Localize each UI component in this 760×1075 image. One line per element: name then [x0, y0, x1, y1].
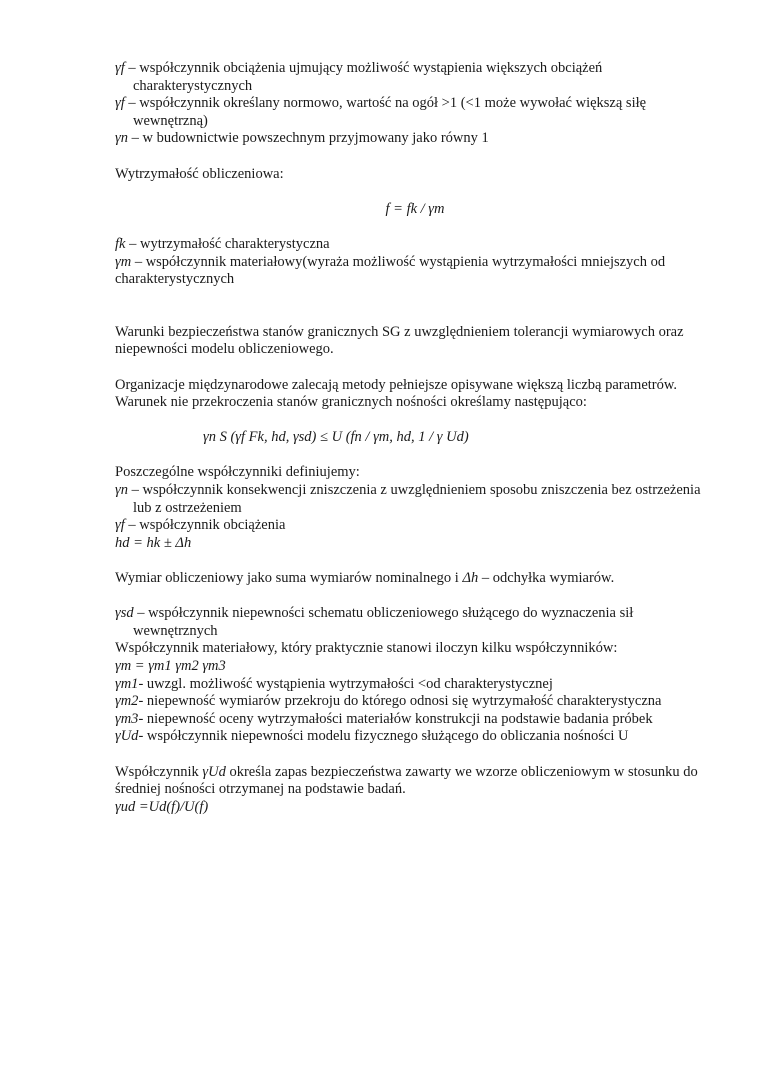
- definition-gamma-f-2: [115, 95, 715, 130]
- definition-text: – współczynnik określany normowo, wartość na ogół >1 (<1 może wywołać większą siłę wewnętrzną): [124, 95, 647, 129]
- definition-fk: [115, 236, 715, 254]
- paragraph-organizacje: Organizacje międzynarodowe zalecają metody pełniejsze opisywane większą liczbą parametrów.: [115, 376, 678, 393]
- formula-text: γm = γm1 γm2 γm3: [115, 658, 226, 674]
- document-body: [115, 60, 715, 816]
- definition-text: – współczynnik niepewności schematu obliczeniowego służącego do wyznaczenia sił wewnętrznych: [133, 605, 634, 639]
- text: określa zapas bezpieczeństwa zawarty we wzorze obliczeniowym w stosunku do średniej nośności otrzymanej na podstawie badań.: [115, 763, 698, 798]
- symbol: γUd: [202, 763, 226, 780]
- symbol: γsd: [115, 605, 134, 622]
- definition-text: - współczynnik niepewności modelu fizycznego służącego do obliczania nośności U: [138, 728, 629, 745]
- symbol: γm3: [115, 710, 139, 727]
- symbol: γn: [115, 130, 128, 147]
- symbol: fk: [115, 235, 126, 252]
- definition-text: - uwzgl. możliwość wystąpienia wytrzymałości <od charakterystycznej: [138, 675, 553, 692]
- definition-gamma-sd: [115, 605, 715, 640]
- paragraph-warunki: Warunki bezpieczeństwa stanów granicznych SG z uwzględnieniem tolerancji wymiarowych oraz niepewności modelu obliczeniowego.: [115, 323, 684, 358]
- definition-gamma-ud: [115, 728, 715, 746]
- definition-text: - niepewność oceny wytrzymałości materiałów konstrukcji na podstawie badania próbek: [138, 710, 653, 727]
- definition-text: – wytrzymałość charakterystyczna: [125, 235, 330, 252]
- symbol: γm1: [115, 675, 139, 692]
- symbol: γf: [115, 95, 125, 112]
- paragraph-poszczegolne: Poszczególne współczynniki definiujemy:: [115, 464, 360, 481]
- paragraph-warunek: Warunek nie przekroczenia stanów granicznych nośności określamy następująco:: [115, 394, 587, 411]
- symbol: γm: [115, 253, 132, 270]
- symbol: γUd: [115, 728, 139, 745]
- formula-hd: [115, 535, 715, 553]
- symbol: Δh: [462, 570, 479, 587]
- definition-gamma-m: [115, 254, 715, 289]
- symbol: γm2: [115, 693, 139, 710]
- definition-text: - niepewność wymiarów przekroju do którego odnosi się wytrzymałość charakterystyczna: [138, 693, 662, 710]
- symbol: γf: [115, 60, 125, 76]
- symbol: γf: [115, 517, 125, 534]
- formula-gamma-ud: [115, 799, 715, 817]
- formula-gamma-m: [115, 658, 715, 676]
- definition-text: – współczynnik obciążenia: [124, 517, 286, 534]
- definition-gamma-f-3: [115, 517, 715, 535]
- paragraph-wsp-materialowy: Współczynnik materiałowy, który praktycznie stanowi iloczyn kilku współczynników:: [115, 640, 618, 657]
- definition-gamma-n-1: [115, 130, 715, 148]
- heading-wytrzymalosc: Wytrzymałość obliczeniowa:: [115, 165, 284, 182]
- formula-main: [115, 429, 715, 447]
- definition-gamma-m3: [115, 711, 715, 729]
- definition-text: – współczynnik obciążenia ujmujący możliwość wystąpienia większych obciążeń charakterystycznych: [124, 60, 603, 94]
- paragraph-wymiar: [115, 570, 715, 588]
- formula-f: [115, 201, 715, 219]
- paragraph-final: [115, 764, 715, 799]
- definition-text: – współczynnik materiałowy(wyraża możliwość wystąpienia wytrzymałości mniejszych od charakterystycznych: [115, 253, 666, 288]
- text: – odchyłka wymiarów.: [478, 570, 615, 587]
- definition-gamma-n-2: [115, 482, 715, 517]
- definition-gamma-m2: [115, 693, 715, 711]
- text: Wymiar obliczeniowy jako suma wymiarów nominalnego i: [115, 570, 463, 587]
- formula-text: f = fk / γm: [385, 200, 445, 217]
- formula-text: γn S (γf Fk, hd, γsd) ≤ U (fn / γm, hd, 1 / γ Ud): [203, 429, 469, 446]
- definition-text: – współczynnik konsekwencji zniszczenia z uwzględnieniem sposobu zniszczenia bez ostrzeżenia lub z ostrzeżeniem: [127, 482, 701, 516]
- definition-text: – w budownictwie powszechnym przyjmowany jako równy 1: [127, 130, 489, 147]
- definition-gamma-m1: [115, 676, 715, 694]
- text: Współczynnik: [115, 763, 203, 780]
- formula-text: hd = hk ± Δh: [115, 534, 192, 551]
- symbol: γn: [115, 482, 128, 499]
- formula-text: γud =Ud(f)/U(f): [115, 798, 209, 815]
- definition-gamma-f-1: [115, 60, 715, 95]
